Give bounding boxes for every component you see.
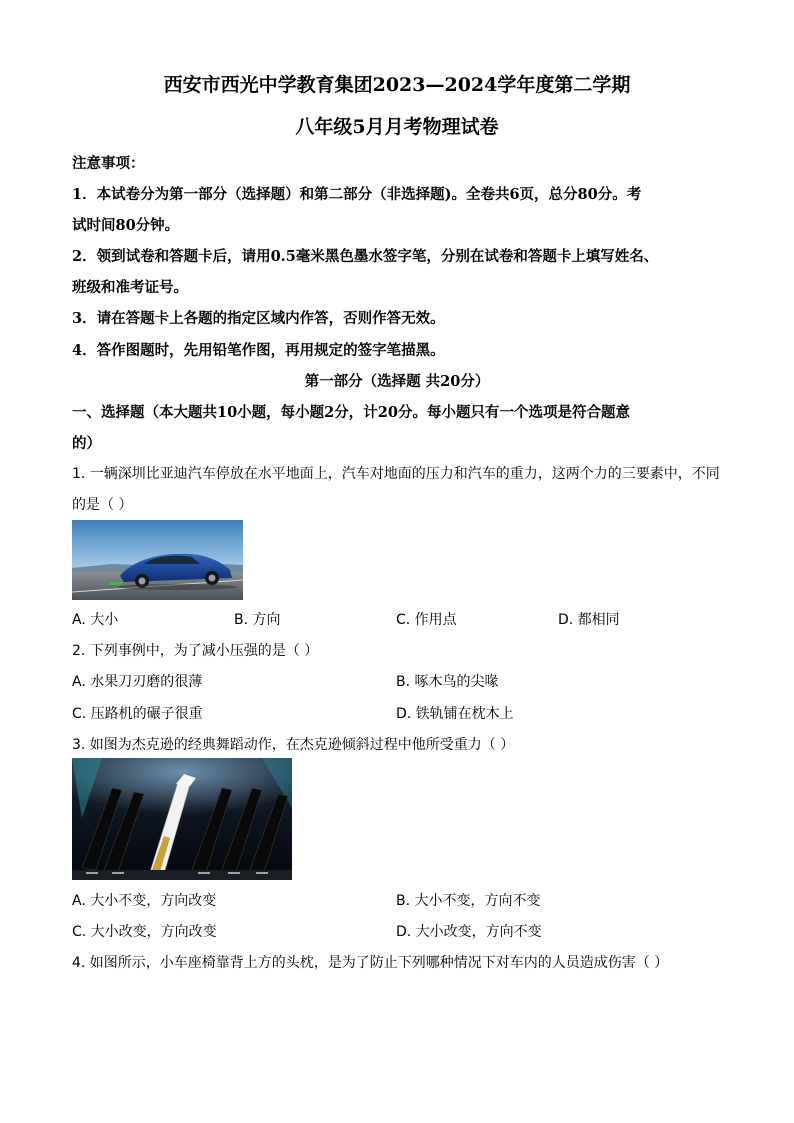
note-4: 4．答作图题时，先用铅笔作图，再用规定的签字笔描黑。 (72, 342, 445, 359)
q3-option-a[interactable]: A. 大小不变，方向改变 (72, 893, 217, 909)
exam-subtitle: 八年级5月月考物理试卷 (295, 116, 499, 138)
q3-option-b[interactable]: B. 大小不变，方向不变 (396, 893, 541, 909)
part-1-heading: 第一部分（选择题 共20分） (304, 373, 490, 390)
q1-option-b[interactable]: B. 方向 (234, 612, 281, 628)
section-1-heading-cont: 的） (72, 435, 101, 452)
q3-dance-image (72, 758, 292, 880)
q1-stem-line-1: 1. 一辆深圳比亚迪汽车停放在水平地面上，汽车对地面的压力和汽车的重力，这两个力的三要素中，不同 (72, 466, 720, 482)
q2-option-b[interactable]: B. 啄木鸟的尖喙 (396, 674, 499, 690)
q3-option-c[interactable]: C. 大小改变，方向改变 (72, 924, 217, 940)
q2-stem: 2. 下列事例中，为了减小压强的是（ ） (72, 643, 319, 659)
section-1-heading: 一、选择题（本大题共10小题，每小题2分，计20分。每小题只有一个选项是符合题意 (72, 404, 630, 421)
exam-title: 西安市西光中学教育集团2023—2024学年度第二学期 (163, 74, 631, 96)
note-2-line-2: 班级和准考证号。 (72, 279, 188, 296)
note-1-line-2: 试时间80分钟。 (72, 217, 180, 234)
dance-photo-icon (72, 758, 292, 880)
note-3: 3．请在答题卡上各题的指定区域内作答，否则作答无效。 (72, 310, 445, 327)
q4-stem: 4. 如图所示，小车座椅靠背上方的头枕，是为了防止下列哪种情况下对车内的人员造成伤害（ ） (72, 955, 669, 971)
note-2-line-1: 2．领到试卷和答题卡后，请用0.5毫米黑色墨水签字笔，分别在试卷和答题卡上填写姓名、 (72, 248, 659, 265)
q2-option-a[interactable]: A. 水果刀刃磨的很薄 (72, 674, 203, 690)
q2-option-c[interactable]: C. 压路机的碾子很重 (72, 706, 203, 722)
q3-option-d[interactable]: D. 大小改变，方向不变 (396, 924, 542, 940)
car-photo-icon (72, 520, 243, 600)
q1-option-d[interactable]: D. 都相同 (558, 612, 620, 628)
q2-option-d[interactable]: D. 铁轨铺在枕木上 (396, 706, 514, 722)
q3-stem: 3. 如图为杰克逊的经典舞蹈动作，在杰克逊倾斜过程中他所受重力（ ） (72, 737, 515, 753)
q1-option-a[interactable]: A. 大小 (72, 612, 119, 628)
q1-stem-line-2: 的是（ ） (72, 497, 133, 513)
note-1-line-1: 1．本试卷分为第一部分（选择题）和第二部分（非选择题)。全卷共6页，总分80分。考 (72, 186, 642, 203)
q1-option-c[interactable]: C. 作用点 (396, 612, 457, 628)
notes-heading: 注意事项： (72, 155, 145, 172)
q1-car-image (72, 520, 243, 600)
